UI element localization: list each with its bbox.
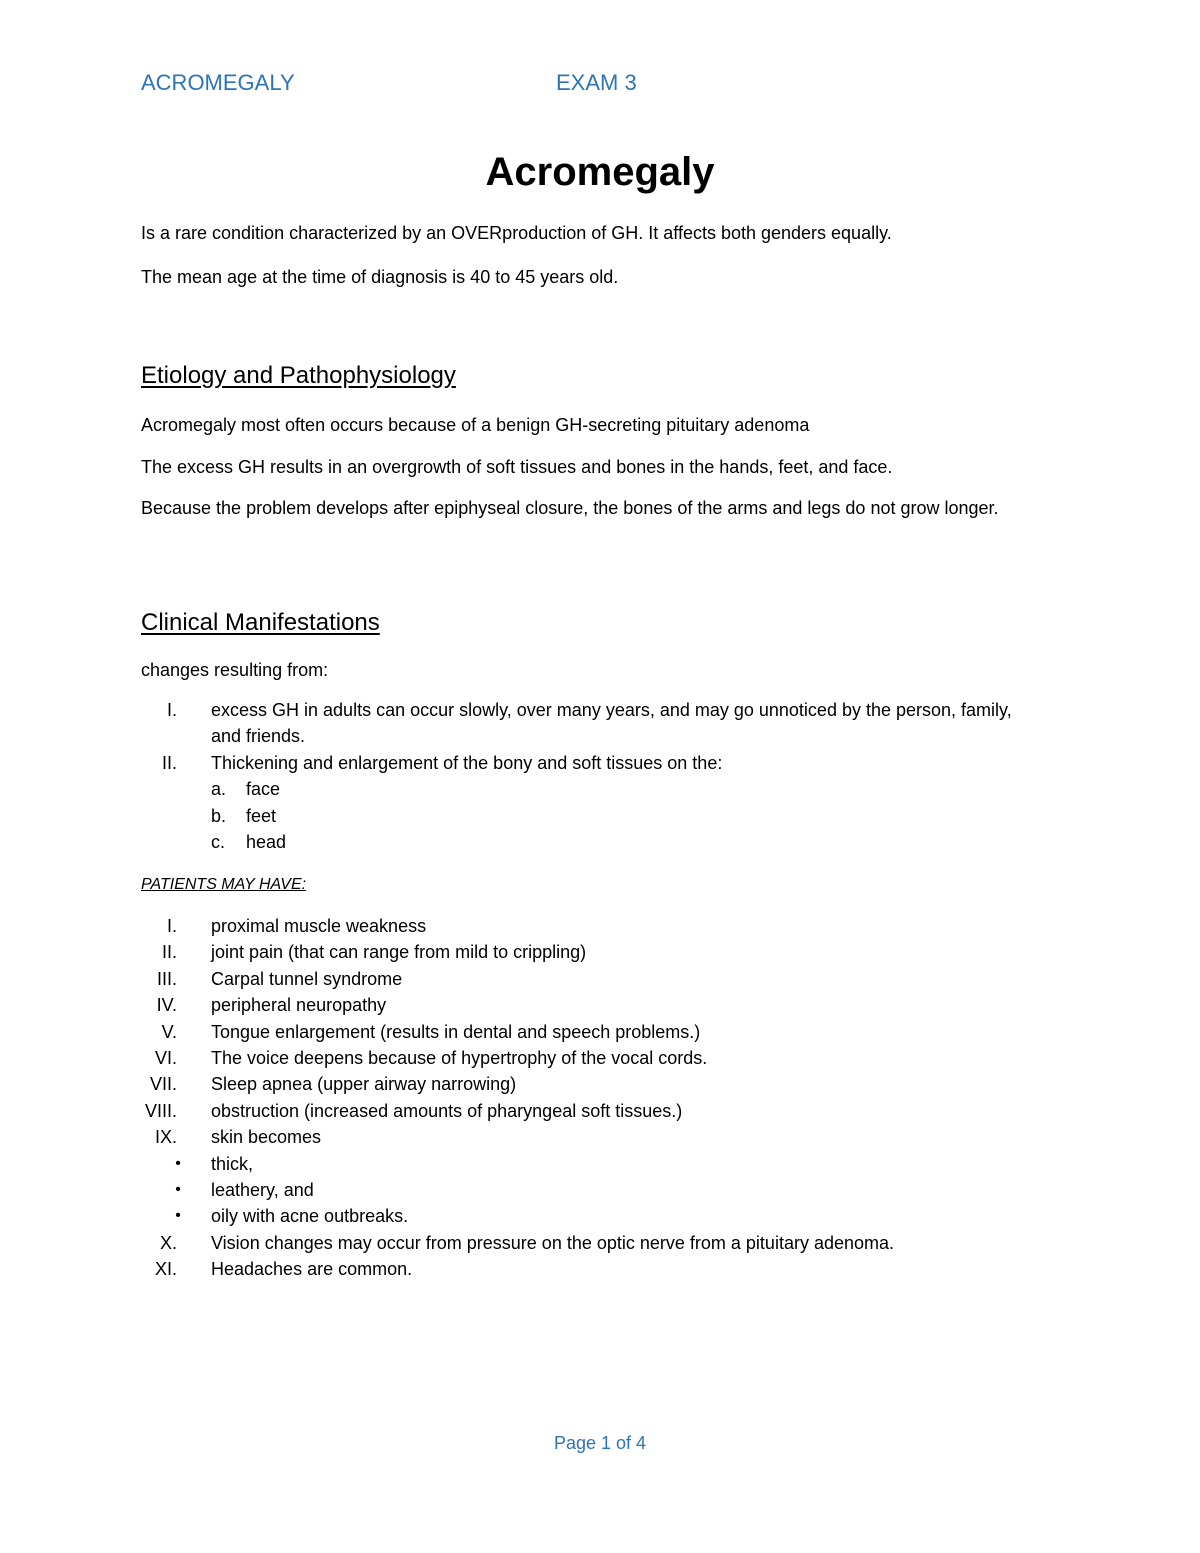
patients-heading: PATIENTS MAY HAVE: — [141, 876, 307, 893]
page-number: Page 1 of 4 — [553, 1433, 647, 1453]
list-item-text: Carpal tunnel syndrome — [211, 968, 403, 989]
list-item-text: Tongue enlargement (results in dental and speech problems.) — [211, 1021, 701, 1042]
list-letter: c. — [211, 832, 226, 853]
bullet-icon: • — [175, 1207, 181, 1225]
clinical-lead: changes resulting from: — [141, 660, 329, 680]
list-item-text: proximal muscle weakness — [211, 916, 427, 936]
changes-list — [141, 697, 1041, 855]
list-number: X. — [159, 1232, 177, 1253]
bullet-item — [141, 1203, 1061, 1229]
list-letter: a. — [211, 779, 227, 800]
list-letter: b. — [211, 805, 227, 826]
patients-list — [141, 913, 1061, 1283]
list-item-text: excess GH in adults can occur slowly, over many years, and may go unnoticed by the person, family, and friends. — [211, 700, 1012, 747]
list-number: IX. — [154, 1127, 177, 1148]
list-number: III. — [156, 968, 177, 989]
list-item-text: oily with acne outbreaks. — [211, 1206, 409, 1227]
list-item — [141, 750, 1041, 776]
list-item-text: leathery, and — [211, 1180, 314, 1201]
list-item-text: Thickening and enlargement of the bony and soft tissues on the: — [211, 752, 723, 773]
etiology-paragraph-2: The excess GH results in an overgrowth of soft tissues and bones in the hands, feet, and face. — [141, 457, 893, 477]
bullet-item — [141, 1177, 1061, 1203]
list-item-text: feet — [246, 805, 277, 826]
bullet-icon: • — [175, 1181, 181, 1199]
list-item — [141, 1256, 1061, 1282]
list-number: XI. — [154, 1259, 177, 1280]
list-item — [141, 939, 1061, 965]
list-number: VIII. — [144, 1100, 177, 1121]
header-left: ACROMEGALY — [141, 70, 295, 95]
list-item — [141, 992, 1061, 1018]
intro-paragraph-1: Is a rare condition characterized by an OVERproduction of GH. It affects both genders equally. — [141, 223, 892, 243]
list-number: IV. — [156, 995, 177, 1016]
etiology-paragraph-1: Acromegaly most often occurs because of a benign GH-secreting pituitary adenoma — [141, 415, 810, 435]
list-item — [141, 1071, 1061, 1097]
list-item — [141, 1045, 1061, 1071]
list-item-text: Sleep apnea (upper airway narrowing) — [211, 1074, 517, 1095]
list-subitem — [141, 829, 1041, 855]
list-number: VII. — [149, 1074, 177, 1095]
bullet-item — [141, 1151, 1061, 1177]
list-item-text: skin becomes — [211, 1127, 322, 1148]
list-number: I. — [166, 916, 177, 936]
list-item — [141, 1098, 1061, 1124]
list-item-text: face — [246, 779, 281, 800]
list-number: II. — [161, 942, 177, 963]
page-title: Acromegaly — [485, 150, 715, 194]
list-item-text: The voice deepens because of hypertrophy of the vocal cords. — [211, 1048, 708, 1069]
list-item — [141, 1124, 1061, 1150]
section-heading-clinical: Clinical Manifestations — [141, 609, 380, 636]
list-item-text: peripheral neuropathy — [211, 995, 387, 1016]
list-number: I. — [166, 700, 177, 720]
list-item — [141, 697, 1041, 750]
list-item-text: head — [246, 832, 287, 853]
list-item — [141, 1230, 1061, 1256]
header-right: EXAM 3 — [556, 70, 637, 95]
list-item-text: obstruction (increased amounts of pharyngeal soft tissues.) — [211, 1100, 683, 1121]
list-item-text: thick, — [211, 1153, 254, 1174]
intro-paragraph-2: The mean age at the time of diagnosis is 40 to 45 years old. — [141, 267, 619, 287]
list-number: VI. — [154, 1048, 177, 1069]
bullet-icon: • — [175, 1154, 181, 1172]
etiology-paragraph-3: Because the problem develops after epiphyseal closure, the bones of the arms and legs do not grow longer. — [141, 498, 999, 518]
list-item-text: Headaches are common. — [211, 1259, 413, 1280]
list-item — [141, 913, 1061, 939]
section-heading-etiology: Etiology and Pathophysiology — [141, 362, 456, 389]
list-item-text: Vision changes may occur from pressure on the optic nerve from a pituitary adenoma. — [211, 1232, 895, 1253]
list-item — [141, 1019, 1061, 1045]
list-subitem — [141, 776, 1041, 802]
list-subitem — [141, 803, 1041, 829]
list-number: V. — [161, 1021, 177, 1042]
list-item — [141, 966, 1061, 992]
list-item-text: joint pain (that can range from mild to crippling) — [211, 942, 587, 963]
list-number: II. — [161, 752, 177, 773]
